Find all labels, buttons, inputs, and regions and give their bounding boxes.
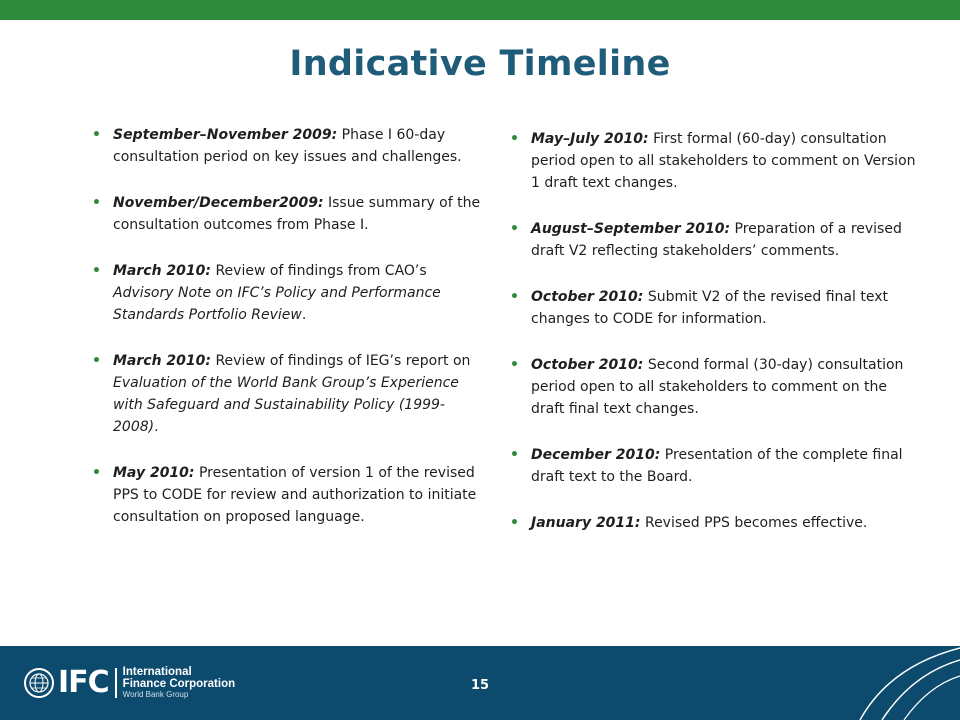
timeline-item — [510, 444, 918, 488]
right-timeline-list — [510, 128, 918, 558]
logo-line-finance-corporation: Finance Corporation — [122, 678, 236, 690]
timeline-text: Presentation of version 1 of the revised PPS to CODE for review and authorization to initiate consultation on proposed language. — [113, 465, 477, 525]
timeline-text: Preparation of a revised draft V2 reflecting stakeholders’ comments. — [531, 221, 902, 259]
bullet-icon: • — [510, 357, 519, 373]
bullet-icon: • — [92, 195, 101, 211]
timeline-text: Review of findings from CAO’s — [211, 263, 427, 279]
timeline-date: March 2010: — [113, 263, 211, 279]
bullet-icon: • — [510, 131, 519, 147]
timeline-text: Submit V2 of the revised final text changes to CODE for information. — [531, 289, 888, 327]
page-number: 15 — [470, 678, 490, 693]
timeline-tail: . — [301, 307, 307, 323]
timeline-text: First formal (60-day) consultation period open to all stakeholders to comment on Version 1 draft text changes. — [531, 131, 916, 191]
timeline-date: October 2010: — [531, 357, 644, 373]
document-title: Evaluation of the World Bank Group’s Experience with Safeguard and Sustainability Policy (1999-2008) — [113, 375, 459, 435]
timeline-text: Issue summary of the consultation outcomes from Phase I. — [113, 195, 481, 233]
logo-line-world-bank-group: World Bank Group — [122, 690, 189, 699]
left-timeline-list — [92, 124, 482, 552]
timeline-item — [92, 192, 482, 236]
timeline-date: November/December2009: — [113, 195, 324, 211]
timeline-text: Revised PPS becomes effective. — [640, 515, 868, 531]
timeline-date: March 2010: — [113, 353, 211, 369]
timeline-date: December 2010: — [531, 447, 661, 463]
footer-bar — [0, 646, 960, 720]
bullet-icon: • — [92, 263, 101, 279]
timeline-date: May–July 2010: — [531, 131, 649, 147]
timeline-item — [92, 462, 482, 528]
timeline-text: Review of findings of IEG’s report on — [211, 353, 471, 369]
timeline-date: January 2011: — [531, 515, 641, 531]
bullet-icon: • — [92, 127, 101, 143]
decorative-swoosh — [820, 646, 960, 720]
logo-divider — [115, 668, 117, 698]
timeline-item — [92, 350, 482, 438]
timeline-date: October 2010: — [531, 289, 644, 305]
document-title: Advisory Note on IFC’s Policy and Performance Standards Portfolio Review — [113, 285, 441, 323]
slide-title: Indicative Timeline — [289, 44, 671, 84]
timeline-item — [510, 286, 918, 330]
timeline-text: Presentation of the complete final draft text to the Board. — [531, 447, 903, 485]
timeline-date: May 2010: — [113, 465, 195, 481]
timeline-date: September–November 2009: — [113, 127, 338, 143]
bullet-icon: • — [92, 465, 101, 481]
timeline-date: August–September 2010: — [531, 221, 731, 237]
ifc-wordmark: IFC — [58, 665, 109, 700]
bullet-icon: • — [510, 515, 519, 531]
timeline-item — [510, 512, 918, 534]
bullet-icon: • — [510, 289, 519, 305]
bullet-icon: • — [92, 353, 101, 369]
timeline-text: Phase I 60-day consultation period on key issues and challenges. — [113, 127, 462, 165]
timeline-text: Second formal (30-day) consultation period open to all stakeholders to comment on the draft final text changes. — [531, 357, 904, 417]
ifc-logo — [24, 666, 235, 700]
logo-text — [123, 666, 235, 700]
logo-line-international: International — [122, 666, 192, 678]
globe-icon — [24, 668, 54, 698]
timeline-item — [92, 124, 482, 168]
globe-icon-graphic — [28, 672, 50, 694]
top-accent-bar — [0, 0, 960, 20]
timeline-item — [510, 128, 918, 194]
bullet-icon: • — [510, 221, 519, 237]
timeline-item — [510, 354, 918, 420]
bullet-icon: • — [510, 447, 519, 463]
timeline-item — [92, 260, 482, 326]
timeline-item — [510, 218, 918, 262]
timeline-tail: . — [154, 419, 159, 435]
